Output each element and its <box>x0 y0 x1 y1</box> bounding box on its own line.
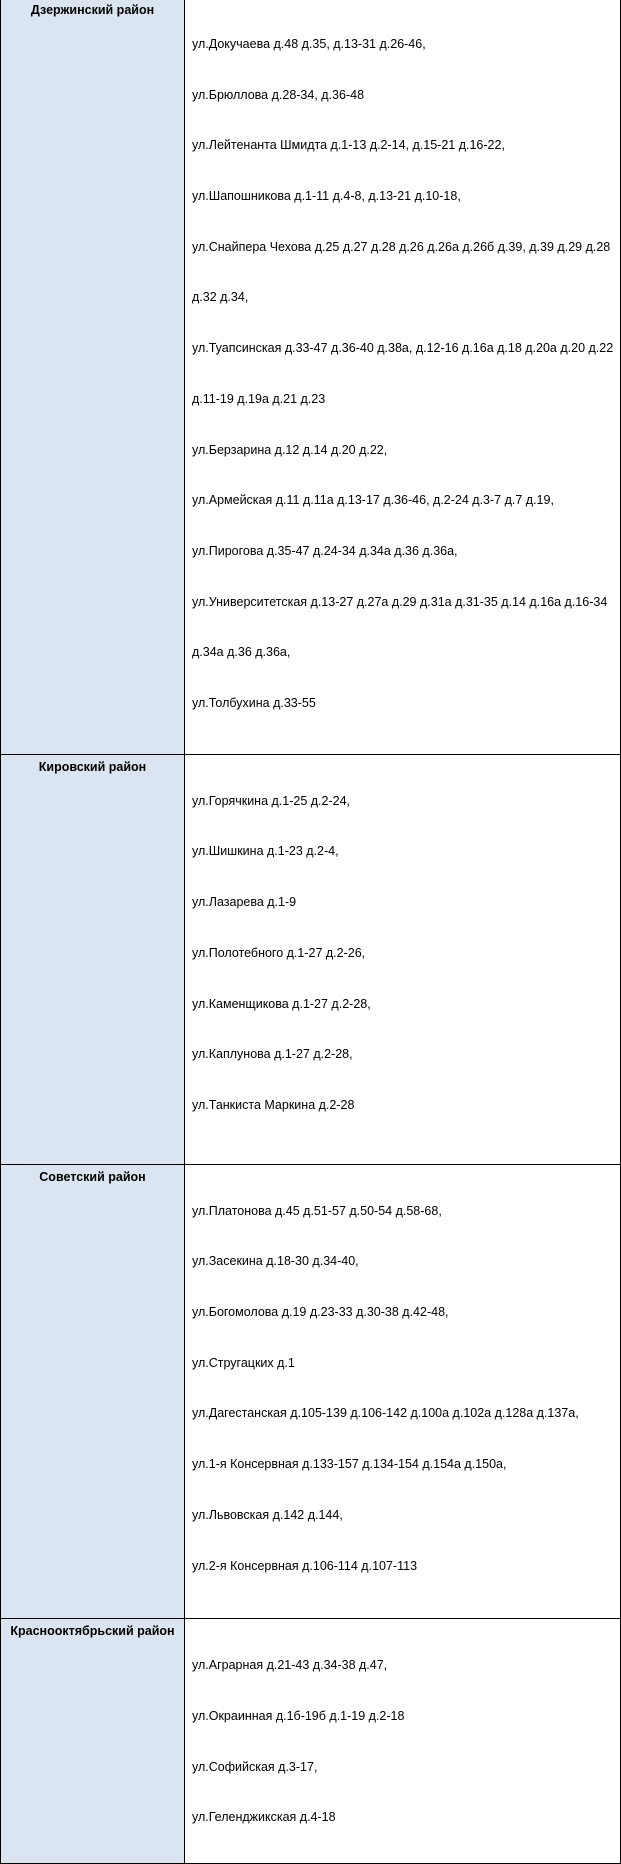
street-list <box>185 1619 621 1864</box>
street-list <box>185 754 621 1164</box>
table-body <box>1 0 621 1863</box>
district-name: Дзержинский район <box>1 0 185 754</box>
street-line: ул.Лазарева д.1-9 <box>192 895 297 910</box>
table-row-kirovsky <box>1 754 621 1164</box>
street-list <box>185 0 621 754</box>
street-line: ул.Львовская д.142 д.144, <box>192 1507 343 1522</box>
table-row-dzerzhinsky <box>1 0 621 754</box>
street-line: ул.Танкиста Маркина д.2-28 <box>192 1098 355 1112</box>
district-name: Краснооктябрьский район <box>1 1619 185 1864</box>
street-line: ул.Университетская д.13-27 д.27а д.29 д.31а д.31-35 д.14 д.16а д.16-34 <box>192 594 608 609</box>
street-line: ул.Туапсинская д.33-47 д.36-40 д.38а, д.12-16 д.16а д.18 д.20а д.20 д.22 <box>192 341 614 356</box>
street-line: д.11-19 д.19а д.21 д.23 <box>192 391 326 406</box>
street-line: ул.Шишкина д.1-23 д.2-4, <box>192 844 339 859</box>
street-line: д.32 д.34, <box>192 290 249 305</box>
district-name: Советский район <box>1 1164 185 1619</box>
street-line: ул.Лейтенанта Шмидта д.1-13 д.2-14, д.15-21 д.16-22, <box>192 138 505 153</box>
street-line: д.34а д.36 д.36а, <box>192 645 291 660</box>
street-line: ул.Аграрная д.21-43 д.34-38 д.47, <box>192 1658 388 1673</box>
street-list <box>185 1164 621 1619</box>
street-line: ул.Берзарина д.12 д.14 д.20 д.22, <box>192 442 388 457</box>
district-name: Кировский район <box>1 754 185 1164</box>
street-line: ул.Каменщикова д.1-27 д.2-28, <box>192 996 371 1011</box>
street-line: ул.Докучаева д.48 д.35, д.13-31 д.26-46, <box>192 36 426 51</box>
street-line: ул.Армейская д.11 д.11а д.13-17 д.36-46, д.2-24 д.3-7 д.7 д.19, <box>192 493 554 508</box>
street-line: ул.Полотебного д.1-27 д.2-26, <box>192 945 366 960</box>
street-line: ул.Богомолова д.19 д.23-33 д.30-38 д.42-48, <box>192 1304 449 1319</box>
street-line: ул.Снайпера Чехова д.25 д.27 д.28 д.26 д.26а д.26б д.39, д.39 д.29 д.28 <box>192 239 611 254</box>
street-line: ул.Пирогова д.35-47 д.24-34 д.34а д.36 д.36а, <box>192 544 458 558</box>
street-line: ул.2-я Консервная д.106-114 д.107-113 <box>192 1558 418 1573</box>
street-line: ул.Геленджикская д.4-18 <box>192 1810 336 1825</box>
street-line: ул.Толбухина д.33-55 <box>192 696 316 711</box>
street-line: ул.Окраинная д.1б-19б д.1-19 д.2-18 <box>192 1708 405 1723</box>
street-line: ул.Дагестанская д.105-139 д.106-142 д.100а д.102а д.128а д.137а, <box>192 1406 579 1421</box>
street-line: ул.Горячкина д.1-25 д.2-24, <box>192 793 351 808</box>
table-row-krasnooktyabrsky <box>1 1619 621 1864</box>
street-line: ул.Брюллова д.28-34, д.36-48 <box>192 87 365 102</box>
street-line: ул.Платонова д.45 д.51-57 д.50-54 д.58-68, <box>192 1203 442 1218</box>
street-line: ул.Каплунова д.1-27 д.2-28, <box>192 1047 353 1062</box>
street-line: ул.Стругацких д.1 <box>192 1355 295 1370</box>
street-line: ул.Софийская д.3-17, <box>192 1759 318 1774</box>
street-line: ул.Засекина д.18-30 д.34-40, <box>192 1254 359 1269</box>
street-line: ул.Шапошникова д.1-11 д.4-8, д.13-21 д.10-18, <box>192 188 461 203</box>
table-row-sovetsky <box>1 1164 621 1619</box>
street-line: ул.1-я Консервная д.133-157 д.134-154 д.154а д.150а, <box>192 1457 507 1472</box>
